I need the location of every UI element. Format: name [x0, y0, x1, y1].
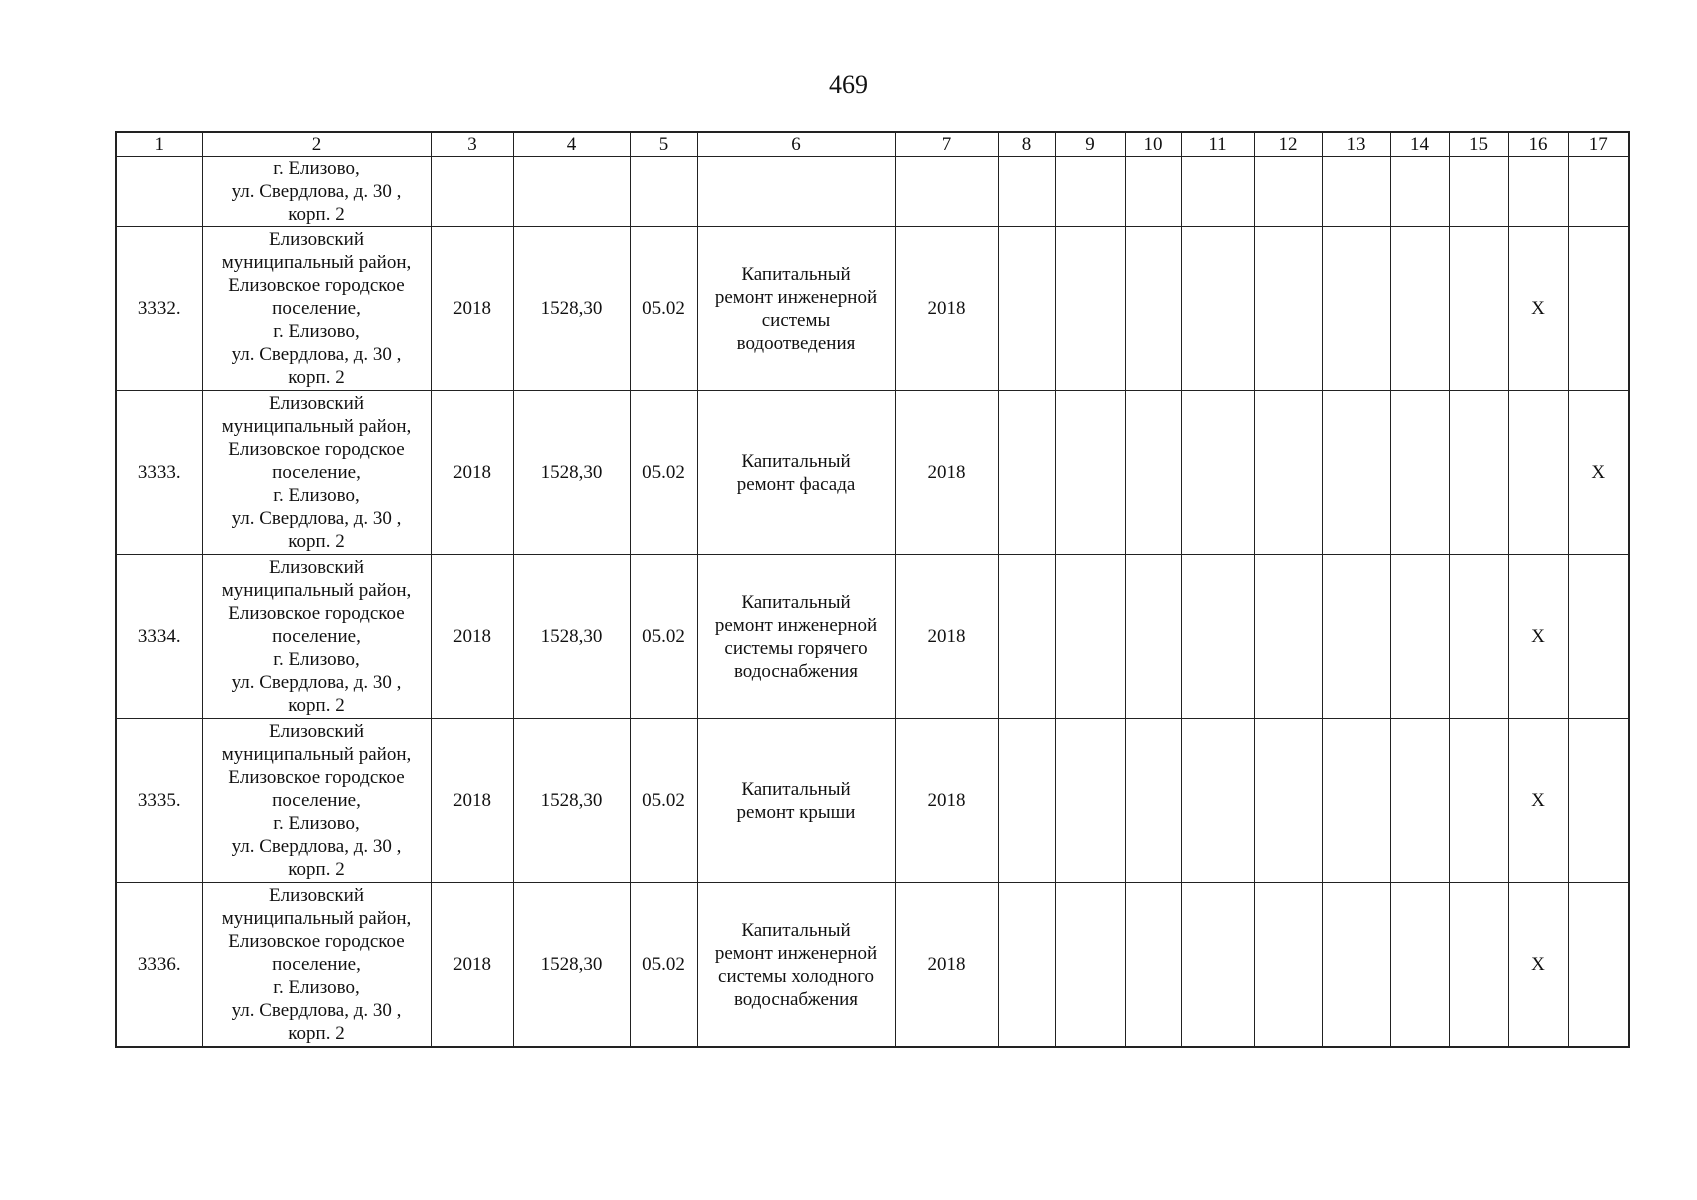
cell-empty — [998, 391, 1055, 555]
cell-empty — [1449, 157, 1508, 227]
cell-empty — [1181, 391, 1254, 555]
cell-empty — [1254, 157, 1322, 227]
table-row — [116, 227, 1629, 391]
header-cell: 2 — [202, 132, 431, 157]
cell-empty — [1181, 555, 1254, 719]
work-line: системы горячего — [724, 637, 868, 659]
page-number: 469 — [829, 70, 868, 99]
address-line: корп. 2 — [288, 531, 345, 552]
address-line: корп. 2 — [288, 204, 345, 225]
cell-number: 3335. — [116, 719, 202, 883]
address-line: Елизовское городское — [228, 767, 405, 788]
address-line: ул. Свердлова, д. 30 , — [231, 508, 402, 529]
cell-empty — [1390, 555, 1449, 719]
cell-area: 1528,30 — [513, 555, 630, 719]
header-cell: 3 — [431, 132, 513, 157]
work-line: системы — [761, 309, 831, 331]
address-line: муниципальный район, — [221, 580, 412, 601]
table-row — [116, 883, 1629, 1048]
register-table — [115, 131, 1630, 1048]
cell-empty — [1125, 555, 1181, 719]
address-line: муниципальный район, — [221, 908, 412, 929]
cell-empty — [1254, 227, 1322, 391]
work-line: Капитальный — [741, 591, 851, 613]
cell-mark-16: X — [1508, 227, 1568, 391]
cell-area: 1528,30 — [513, 227, 630, 391]
cell-empty — [1055, 555, 1125, 719]
cell-year: 2018 — [431, 883, 513, 1048]
cell-empty — [1055, 157, 1125, 227]
cell-area: 1528,30 — [513, 719, 630, 883]
cell-address — [202, 555, 431, 719]
cell-code: 05.02 — [630, 391, 697, 555]
cell-code: 05.02 — [630, 883, 697, 1048]
cell-empty — [1390, 391, 1449, 555]
cell-mark-17 — [1568, 555, 1629, 719]
cell-plan-year: 2018 — [895, 883, 998, 1048]
cell-empty — [998, 227, 1055, 391]
header-cell: 14 — [1390, 132, 1449, 157]
address-line: поселение, — [272, 790, 361, 811]
address-line: корп. 2 — [288, 367, 345, 388]
address-line: поселение, — [272, 626, 361, 647]
work-line: Капитальный — [741, 263, 851, 285]
address-line: корп. 2 — [288, 695, 345, 716]
address-line: ул. Свердлова, д. 30 , — [231, 836, 402, 857]
cell-empty — [1181, 227, 1254, 391]
cell-number: 3336. — [116, 883, 202, 1048]
cell-empty — [1125, 719, 1181, 883]
table-row-continued — [116, 157, 1629, 227]
work-line: Капитальный — [741, 450, 851, 472]
address-line: ул. Свердлова, д. 30 , — [231, 672, 402, 693]
address-line: Елизовское городское — [228, 275, 405, 296]
cell-area: 1528,30 — [513, 883, 630, 1048]
cell-code: 05.02 — [630, 719, 697, 883]
cell-empty — [1390, 883, 1449, 1048]
cell-empty — [1055, 227, 1125, 391]
cell-empty — [998, 157, 1055, 227]
cell-empty — [1055, 883, 1125, 1048]
cell-address — [202, 227, 431, 391]
address-line: г. Елизово, — [273, 649, 360, 670]
cell-empty — [1181, 719, 1254, 883]
header-cell: 7 — [895, 132, 998, 157]
cell-number: 3334. — [116, 555, 202, 719]
cell-empty — [1322, 883, 1390, 1048]
cell-empty — [1125, 157, 1181, 227]
header-cell: 16 — [1508, 132, 1568, 157]
work-line: ремонт инженерной — [714, 614, 878, 636]
cell-empty — [1449, 555, 1508, 719]
cell-work-type — [697, 883, 895, 1048]
work-line: ремонт крыши — [736, 801, 856, 823]
cell-work-type — [697, 227, 895, 391]
cell-plan-year: 2018 — [895, 555, 998, 719]
header-cell: 11 — [1181, 132, 1254, 157]
cell-year: 2018 — [431, 391, 513, 555]
address-line: Елизовский — [268, 393, 364, 414]
cell-mark-17: X — [1568, 391, 1629, 555]
cell-code: 05.02 — [630, 555, 697, 719]
work-line: Капитальный — [741, 778, 851, 800]
cell-year: 2018 — [431, 719, 513, 883]
address-line: г. Елизово, — [273, 813, 360, 834]
table-row — [116, 391, 1629, 555]
cell-year: 2018 — [431, 227, 513, 391]
cell-empty — [1390, 157, 1449, 227]
cell-empty — [1254, 391, 1322, 555]
cell-work-type — [697, 555, 895, 719]
cell-empty — [1254, 555, 1322, 719]
address-line: ул. Свердлова, д. 30 , — [231, 1000, 402, 1021]
work-line: Капитальный — [741, 919, 851, 941]
cell-empty — [1125, 391, 1181, 555]
cell-mark-16: X — [1508, 555, 1568, 719]
cell-work-type — [697, 391, 895, 555]
address-line: поселение, — [272, 462, 361, 483]
cell-empty — [1125, 883, 1181, 1048]
header-cell: 9 — [1055, 132, 1125, 157]
cell-empty — [1322, 555, 1390, 719]
table-row — [116, 719, 1629, 883]
address-line: муниципальный район, — [221, 252, 412, 273]
cell-empty — [1449, 719, 1508, 883]
work-line: водоотведения — [736, 332, 856, 354]
cell-mark-16: X — [1508, 719, 1568, 883]
cell-empty — [1449, 391, 1508, 555]
cell-empty — [998, 719, 1055, 883]
header-row — [116, 132, 1629, 157]
cell-mark-17 — [1568, 883, 1629, 1048]
cell-empty — [1322, 391, 1390, 555]
cell-plan-year: 2018 — [895, 391, 998, 555]
cell-plan-year: 2018 — [895, 227, 998, 391]
work-line: ремонт фасада — [736, 473, 856, 495]
address-line: корп. 2 — [288, 1023, 345, 1044]
cell-number — [116, 157, 202, 227]
cell-empty — [1055, 719, 1125, 883]
cell-empty — [1449, 227, 1508, 391]
cell-plan-year: 2018 — [895, 719, 998, 883]
cell-code: 05.02 — [630, 227, 697, 391]
address-line: Елизовский — [268, 885, 364, 906]
address-line: ул. Свердлова, д. 30 , — [231, 181, 402, 202]
cell-empty — [1322, 227, 1390, 391]
work-line: системы холодного — [718, 965, 874, 987]
cell-empty — [895, 157, 998, 227]
cell-address — [202, 391, 431, 555]
cell-address — [202, 883, 431, 1048]
cell-empty — [998, 883, 1055, 1048]
cell-area: 1528,30 — [513, 391, 630, 555]
cell-empty — [1390, 227, 1449, 391]
cell-empty — [630, 157, 697, 227]
address-line: Елизовский — [268, 229, 364, 250]
cell-empty — [1508, 157, 1568, 227]
cell-empty — [1322, 719, 1390, 883]
header-cell: 6 — [697, 132, 895, 157]
address-line: г. Елизово, — [273, 485, 360, 506]
work-line: водоснабжения — [733, 988, 859, 1010]
cell-empty — [1125, 227, 1181, 391]
cell-empty — [1390, 719, 1449, 883]
cell-empty — [431, 157, 513, 227]
cell-empty — [1254, 883, 1322, 1048]
address-line: Елизовское городское — [228, 439, 405, 460]
cell-empty — [1055, 391, 1125, 555]
cell-empty — [513, 157, 630, 227]
address-line: Елизовский — [268, 721, 364, 742]
address-line: г. Елизово, — [273, 321, 360, 342]
cell-mark-16: X — [1508, 883, 1568, 1048]
address-line: Елизовское городское — [228, 603, 405, 624]
cell-empty — [998, 555, 1055, 719]
work-line: водоснабжения — [733, 660, 859, 682]
header-cell: 10 — [1125, 132, 1181, 157]
cell-mark-17 — [1568, 719, 1629, 883]
header-cell: 5 — [630, 132, 697, 157]
cell-empty — [697, 157, 895, 227]
address-line: муниципальный район, — [221, 744, 412, 765]
header-cell: 4 — [513, 132, 630, 157]
header-cell: 13 — [1322, 132, 1390, 157]
cell-mark-17 — [1568, 227, 1629, 391]
address-line: г. Елизово, — [273, 977, 360, 998]
cell-empty — [1181, 883, 1254, 1048]
cell-empty — [1181, 157, 1254, 227]
address-line: поселение, — [272, 954, 361, 975]
address-line: муниципальный район, — [221, 416, 412, 437]
address-line: ул. Свердлова, д. 30 , — [231, 344, 402, 365]
address-line: г. Елизово, — [273, 158, 360, 179]
cell-address — [202, 157, 431, 227]
address-line: Елизовский — [268, 557, 364, 578]
address-line: Елизовское городское — [228, 931, 405, 952]
work-line: ремонт инженерной — [714, 942, 878, 964]
cell-empty — [1449, 883, 1508, 1048]
address-line: корп. 2 — [288, 859, 345, 880]
header-cell: 1 — [116, 132, 202, 157]
header-cell: 15 — [1449, 132, 1508, 157]
header-cell: 17 — [1568, 132, 1629, 157]
address-line: поселение, — [272, 298, 361, 319]
cell-empty — [1568, 157, 1629, 227]
cell-mark-16 — [1508, 391, 1568, 555]
header-cell: 12 — [1254, 132, 1322, 157]
header-cell: 8 — [998, 132, 1055, 157]
table-row — [116, 555, 1629, 719]
cell-work-type — [697, 719, 895, 883]
cell-empty — [1254, 719, 1322, 883]
cell-year: 2018 — [431, 555, 513, 719]
cell-number: 3332. — [116, 227, 202, 391]
work-line: ремонт инженерной — [714, 286, 878, 308]
cell-number: 3333. — [116, 391, 202, 555]
cell-empty — [1322, 157, 1390, 227]
cell-address — [202, 719, 431, 883]
